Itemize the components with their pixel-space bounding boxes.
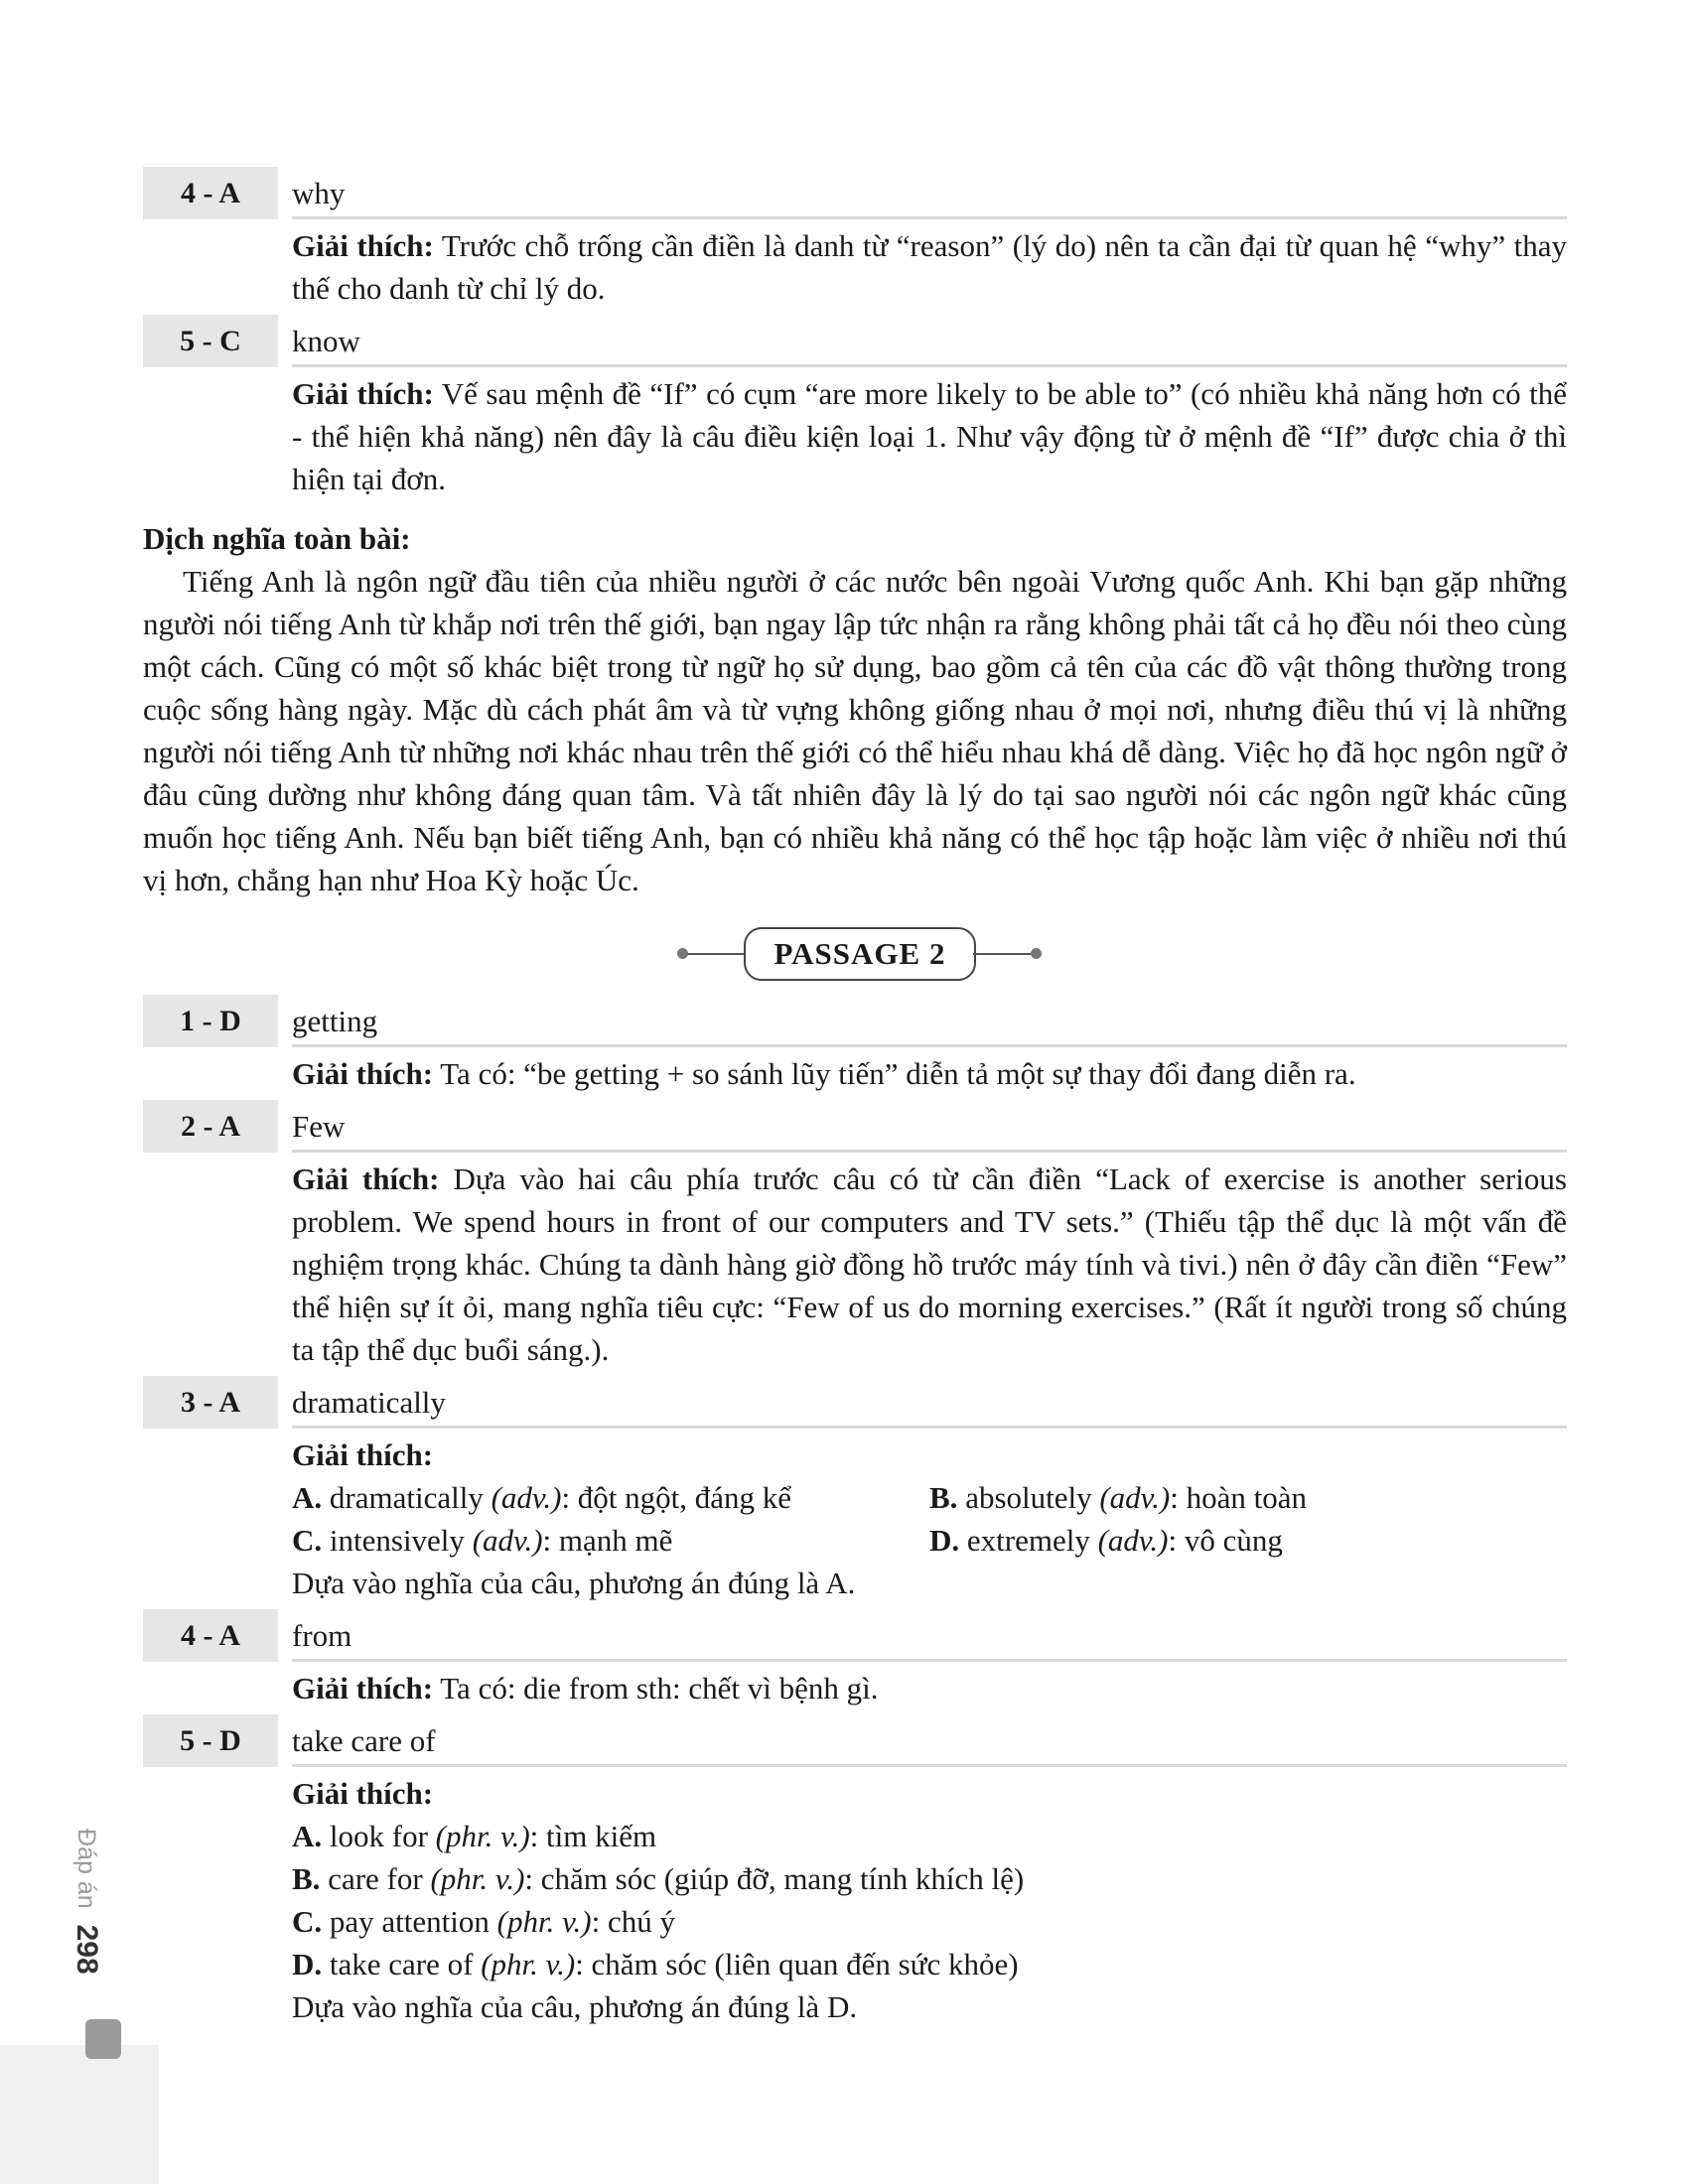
- option-row: [292, 1476, 1567, 1519]
- explanation-text: Ta có: “be getting + so sánh lũy tiến” diễn tả một sự thay đổi đang diễn ra.: [433, 1056, 1356, 1091]
- page-marker: [70, 1829, 103, 1975]
- answer-row: [143, 995, 1567, 1047]
- explanation-label: Giải thích:: [292, 228, 434, 263]
- explanation-text: Dựa vào hai câu phía trước câu có từ cần điền “Lack of exercise is another serious problem. We spend hours in front of our computers and TV sets.” (Thiếu tập thể dục là một vấn đề nghiệm trọng khác. Chúng ta dành hàng giờ đồng hồ trước máy tính và tivi.) nên ở đây cần điền “Few” thể hiện sự ít ỏi, mang nghĩa tiêu cực: “Few of us do morning exercises.” (Rất ít người trong số chúng ta tập thể dục buổi sáng.).: [292, 1161, 1567, 1367]
- explanation: [292, 1153, 1567, 1376]
- answer-text: take care of: [292, 1714, 1567, 1767]
- explanation-label: Giải thích:: [292, 1671, 434, 1706]
- answer-text: getting: [292, 995, 1567, 1047]
- passage-title: PASSAGE 2: [744, 927, 976, 981]
- conclusion: Dựa vào nghĩa của câu, phương án đúng là D.: [292, 1989, 858, 2024]
- question-key: 4 - A: [143, 167, 278, 219]
- answer-text: know: [292, 315, 1567, 367]
- answer-content: [143, 167, 1567, 2033]
- translation-heading: Dịch nghĩa toàn bài:: [143, 521, 411, 556]
- answer-text: dramatically: [292, 1376, 1567, 1429]
- conclusion: Dựa vào nghĩa của câu, phương án đúng là A.: [292, 1566, 856, 1600]
- explanation: [292, 1767, 1567, 2033]
- ornament-dot: [1031, 948, 1042, 959]
- question-key: 5 - C: [143, 315, 278, 367]
- explanation: [292, 219, 1567, 315]
- answer-row: [143, 1100, 1567, 1153]
- question-key: 5 - D: [143, 1714, 278, 1767]
- answer-row: [143, 1376, 1567, 1429]
- option-row: [292, 1519, 1567, 1562]
- question-key: 2 - A: [143, 1100, 278, 1153]
- option-item: B. care for (phr. v.): chăm sóc (giúp đỡ, mang tính khích lệ): [292, 1861, 1025, 1896]
- explanation: [292, 367, 1567, 505]
- explanation: [292, 1429, 1567, 1609]
- passage-heading: [143, 915, 1567, 993]
- option-item: A. look for (phr. v.): tìm kiếm: [292, 1819, 657, 1853]
- page-tab: [85, 2019, 121, 2059]
- section-name: Đáp án: [72, 1829, 101, 1909]
- explanation-text: Vế sau mệnh đề “If” có cụm “are more likely to be able to” (có nhiều khả năng hơn có thể - thể hiện khả năng) nên đây là câu điều kiện loại 1. Như vậy động từ ở mệnh đề “If” được chia ở thì hiện tại đơn.: [292, 376, 1567, 496]
- explanation-text: Ta có: die from sth: chết vì bệnh gì.: [433, 1671, 879, 1706]
- option-item: D. take care of (phr. v.): chăm sóc (liên quan đến sức khỏe): [292, 1947, 1019, 1981]
- question-key: 4 - A: [143, 1609, 278, 1662]
- explanation: [292, 1047, 1567, 1100]
- explanation: [292, 1662, 1567, 1714]
- explanation-text: Trước chỗ trống cần điền là danh từ “reason” (lý do) nên ta cần đại từ quan hệ “why” thay thế cho danh từ chỉ lý do.: [292, 228, 1567, 306]
- page-number: 298: [70, 1924, 103, 1975]
- ornament-line: [687, 953, 745, 955]
- question-key: 1 - D: [143, 995, 278, 1047]
- explanation-label: Giải thích:: [292, 376, 434, 411]
- option-item: D. extremely (adv.): vô cùng: [929, 1523, 1283, 1558]
- explanation-label: Giải thích:: [292, 1056, 434, 1091]
- option-item: B. absolutely (adv.): hoàn toàn: [929, 1480, 1307, 1515]
- ornament-line: [973, 953, 1033, 955]
- translation-paragraph: Tiếng Anh là ngôn ngữ đầu tiên của nhiều người ở các nước bên ngoài Vương quốc Anh. Khi bạn gặp những người nói tiếng Anh từ khắp nơi trên thế giới, bạn ngay lập tức nhận ra rằng không phải tất cả họ đều nói theo cùng một cách. Cũng có một số khác biệt trong từ ngữ họ sử dụng, bao gồm cả tên của các đồ vật thông thường trong cuộc sống hàng ngày. Mặc dù cách phát âm và từ vựng không giống nhau ở mọi nơi, nhưng điều thú vị là những người nói tiếng Anh từ những nơi khác nhau trên thế giới có thể hiểu nhau khá dễ dàng. Việc họ đã học ngôn ngữ ở đâu cũng dường như không đáng quan tâm. Và tất nhiên đây là lý do tại sao người nói các ngôn ngữ khác cũng muốn học tiếng Anh. Nếu bạn biết tiếng Anh, bạn có nhiều khả năng có thể học tập hoặc làm việc ở nhiều nơi thú vị hơn, chẳng hạn như Hoa Kỳ hoặc Úc.: [143, 564, 1567, 897]
- answer-row: [143, 1714, 1567, 1767]
- answer-row: [143, 315, 1567, 367]
- answer-text: why: [292, 167, 1567, 219]
- answer-text: Few: [292, 1100, 1567, 1153]
- answer-text: from: [292, 1609, 1567, 1662]
- explanation-label: Giải thích:: [292, 1161, 440, 1196]
- sidebar-block: [0, 2045, 159, 2184]
- option-item: C. intensively (adv.): mạnh mẽ: [292, 1523, 673, 1558]
- answer-row: [143, 167, 1567, 219]
- answer-row: [143, 1609, 1567, 1662]
- option-item: A. dramatically (adv.): đột ngột, đáng kể: [292, 1480, 792, 1515]
- explanation-label: Giải thích:: [292, 1437, 434, 1472]
- explanation-label: Giải thích:: [292, 1776, 434, 1811]
- option-item: C. pay attention (phr. v.): chú ý: [292, 1904, 675, 1939]
- question-key: 3 - A: [143, 1376, 278, 1429]
